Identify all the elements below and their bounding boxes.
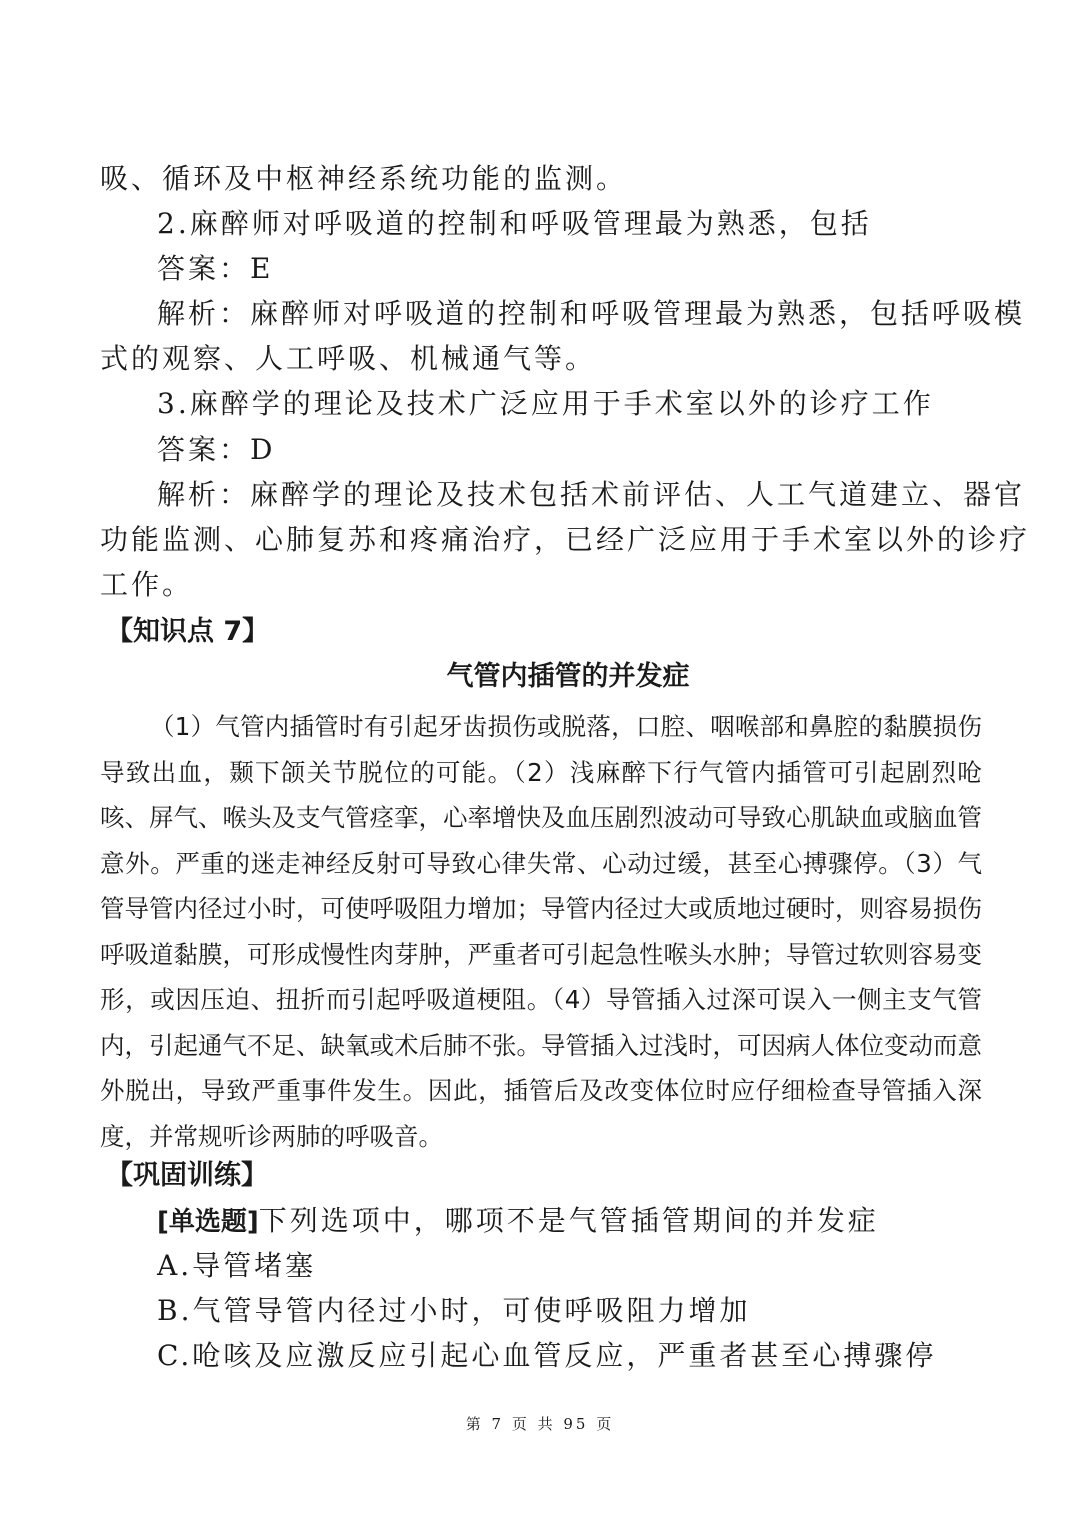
analysis-3-line-2: 功能监测、心肺复苏和疼痛治疗，已经广泛应用于手术室以外的诊疗 bbox=[100, 523, 1031, 556]
question-3: 3.麻醉学的理论及技术广泛应用于手术室以外的诊疗工作 bbox=[157, 387, 934, 420]
knowledge-point-label: 【知识点 7】 bbox=[106, 616, 270, 647]
answer-3 bbox=[157, 427, 275, 472]
answer-label: 答案： bbox=[157, 252, 251, 285]
practice-question bbox=[157, 1198, 879, 1243]
question-type-tag: [单选题] bbox=[157, 1207, 259, 1237]
answer-label: 答案： bbox=[157, 433, 251, 466]
analysis-3-line-1: 解析：麻醉学的理论及技术包括术前评估、人工气道建立、器官 bbox=[157, 478, 1026, 511]
option-a: A.导管堵塞 bbox=[157, 1249, 317, 1282]
practice-label: 【巩固训练】 bbox=[106, 1160, 268, 1191]
option-c: C.呛咳及应激反应引起心血管反应，严重者甚至心搏骤停 bbox=[157, 1339, 937, 1372]
continuation-line: 吸、循环及中枢神经系统功能的监测。 bbox=[100, 162, 628, 195]
option-b: B.气管导管内径过小时，可使呼吸阻力增加 bbox=[157, 1294, 751, 1327]
answer-2 bbox=[157, 246, 273, 291]
analysis-2-line-1: 解析：麻醉师对呼吸道的控制和呼吸管理最为熟悉，包括呼吸模 bbox=[157, 297, 1026, 330]
answer-value: D bbox=[250, 433, 276, 466]
analysis-3-line-3: 工作。 bbox=[100, 568, 194, 601]
knowledge-body: （1）气管内插管时有引起牙齿损伤或脱落，口腔、咽喉部和鼻腔的黏膜损伤导致出血，颞下颌关节脱位的可能。（2）浅麻醉下行气管内插管可引起剧烈呛咳、屏气、喉头及支气管痉挛，心率增快及血压剧烈波动可导致心肌缺血或脑血管意外。严重的迷走神经反射可导致心律失常、心动过缓，甚至心搏骤停。（3）气管导管内径过小时，可使呼吸阻力增加；导管内径过大或质地过硬时，则容易损伤呼吸道黏膜，可形成慢性肉芽肿，严重者可引起急性喉头水肿；导管过软则容易变形，或因压迫、扭折而引起呼吸道梗阻。（4）导管插入过深可误入一侧主支气管内，引起通气不足、缺氧或术后肺不张。导管插入过浅时，可因病人体位变动而意外脱出，导致严重事件发生。因此，插管后及改变体位时应仔细检查导管插入深度，并常规听诊两肺的呼吸音。 bbox=[100, 712, 982, 1151]
question-2: 2.麻醉师对呼吸道的控制和呼吸管理最为熟悉，包括 bbox=[157, 207, 872, 240]
answer-value: E bbox=[250, 252, 274, 285]
page-number: 第 7 页 共 95 页 bbox=[465, 1415, 615, 1433]
section-title: 气管内插管的并发症 bbox=[446, 661, 690, 692]
analysis-2-line-2: 式的观察、人工呼吸、机械通气等。 bbox=[100, 342, 597, 375]
question-text: 下列选项中，哪项不是气管插管期间的并发症 bbox=[258, 1204, 879, 1237]
